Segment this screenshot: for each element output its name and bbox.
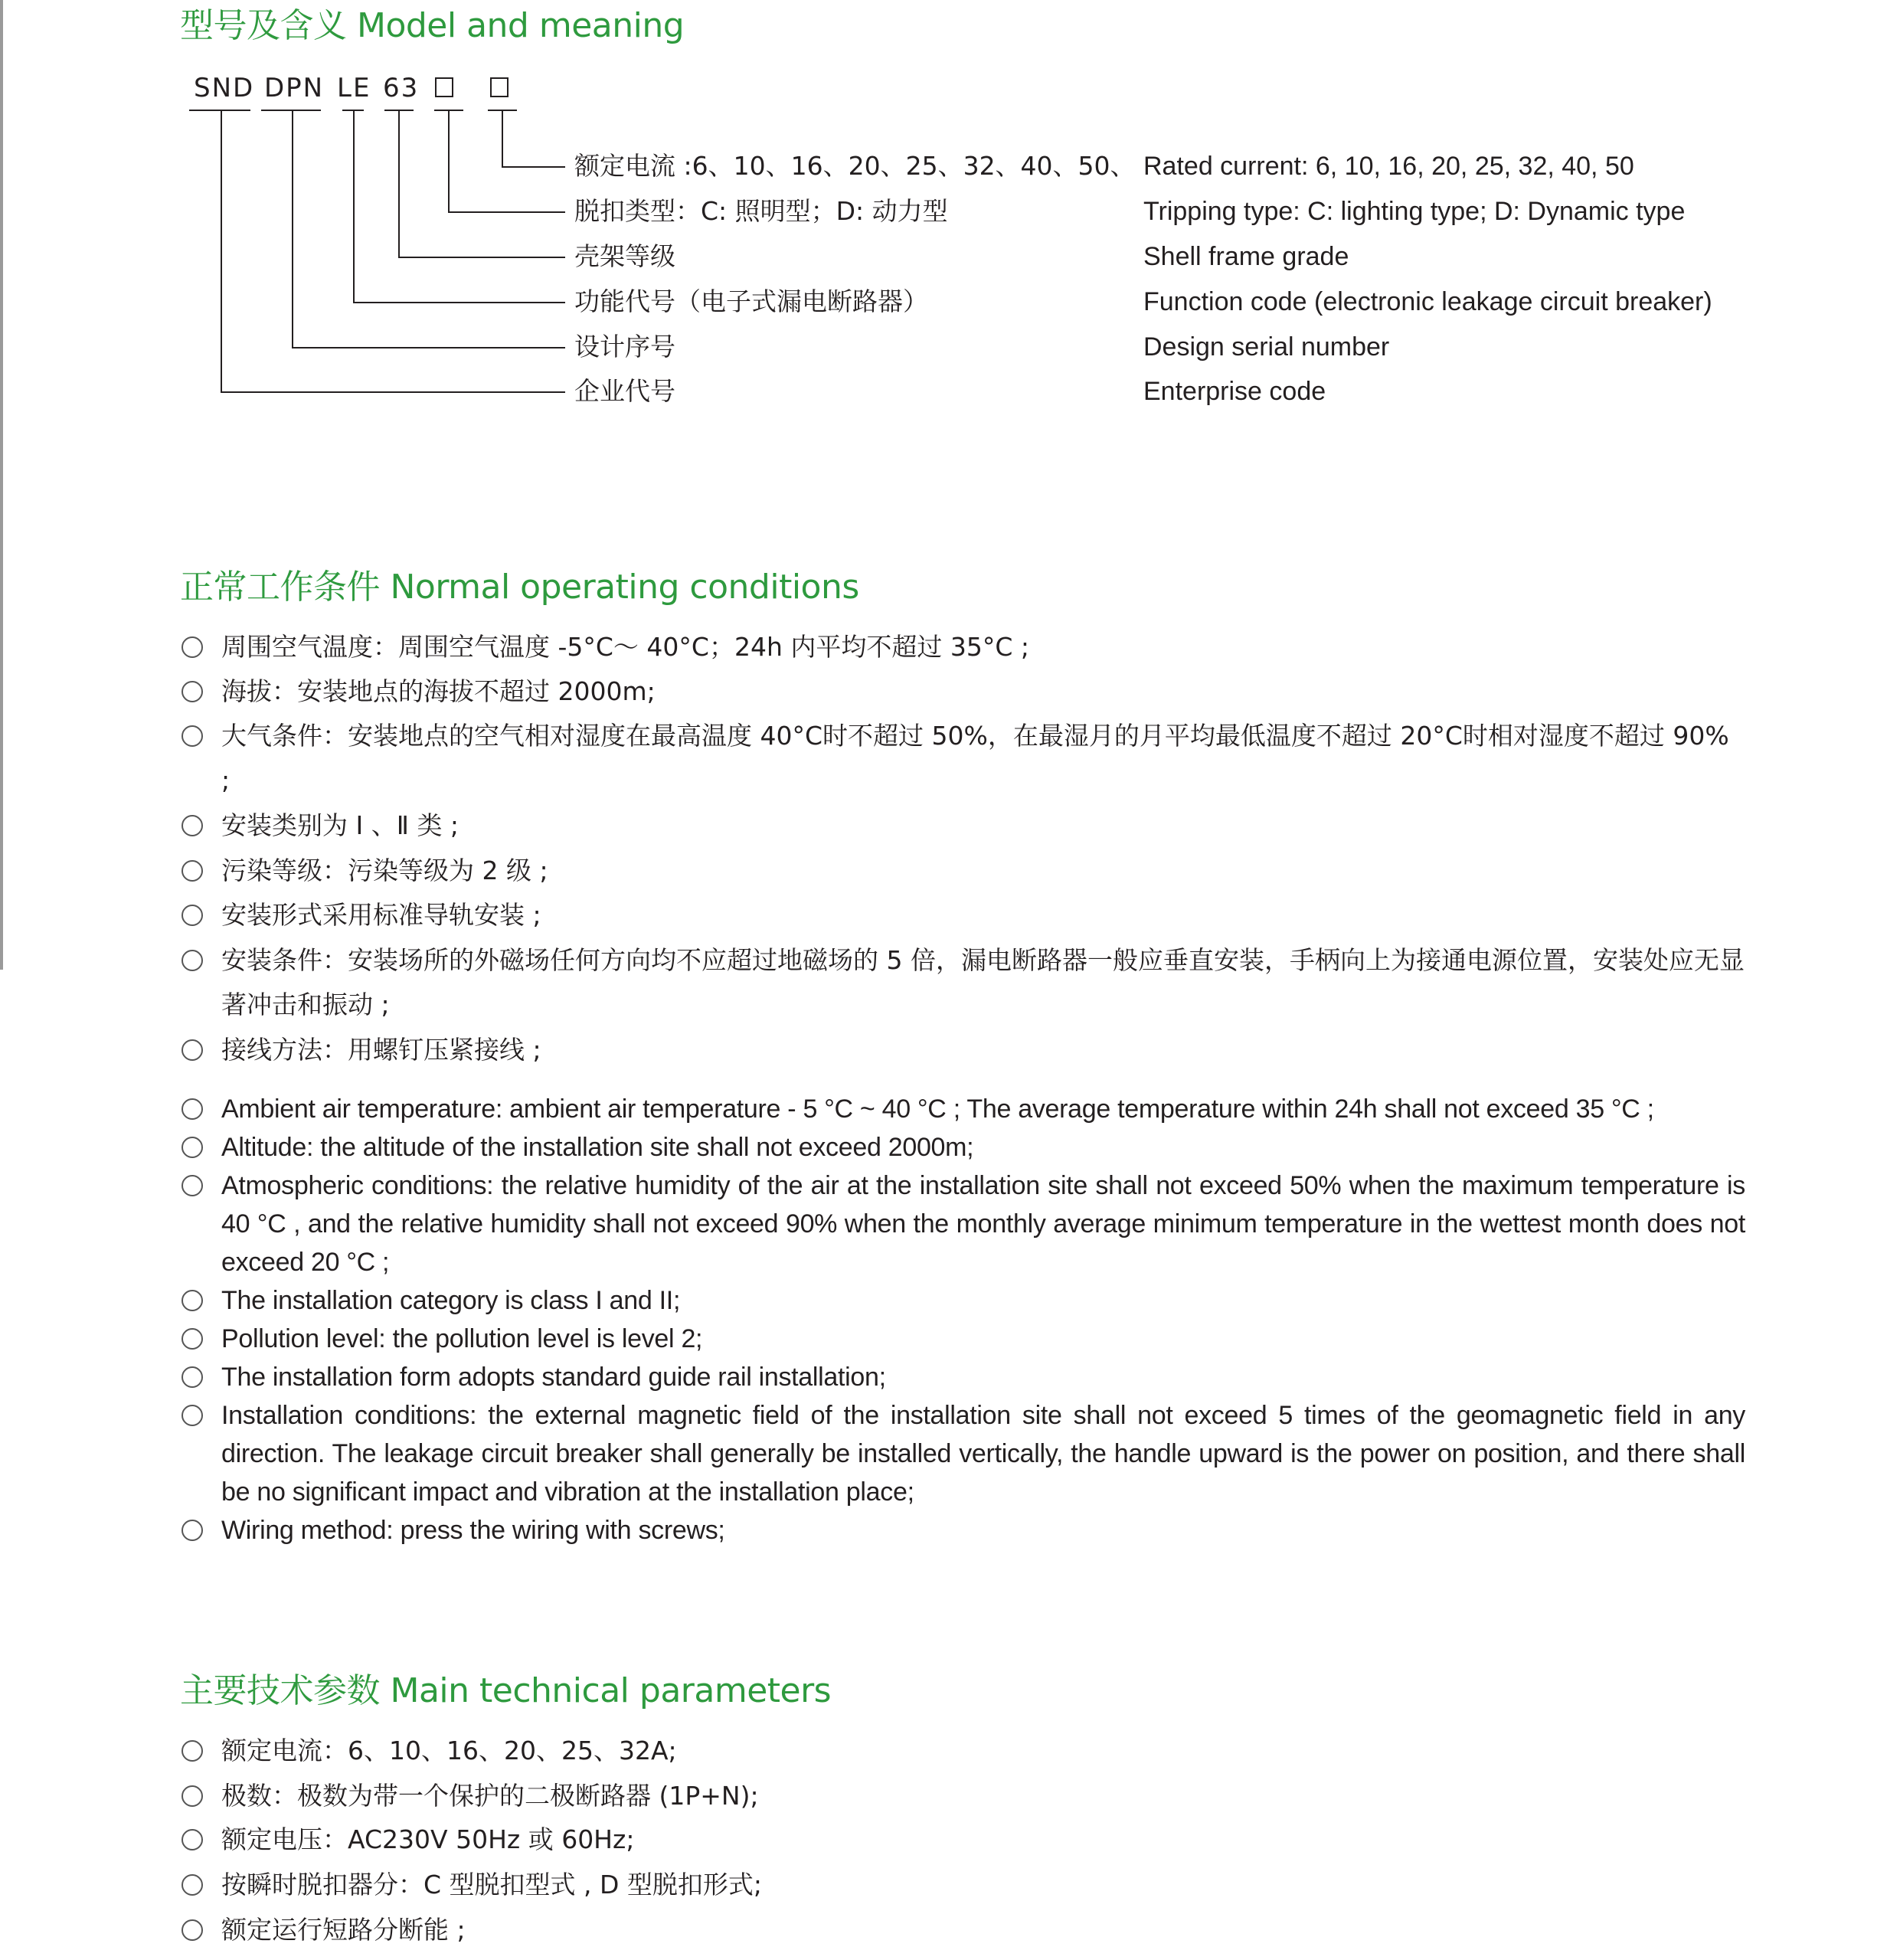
bullet-circle-icon [181, 1098, 203, 1120]
bullet-circle-icon [181, 1829, 203, 1850]
code-part-63: 63 [383, 73, 420, 103]
leader-tripping-v [448, 110, 450, 213]
bullet-circle-icon [181, 1137, 203, 1158]
bullet-circle-icon [181, 950, 203, 971]
bullet-circle-icon [181, 905, 203, 926]
leader-frame-v [398, 110, 400, 258]
list-item-text: 安装形式采用标准导轨安装 ; [221, 900, 541, 930]
leader-function-h [353, 302, 565, 303]
code-placeholder-box-tripping [435, 77, 453, 97]
bullet-circle-icon [181, 1039, 203, 1061]
bullet-circle-icon [181, 681, 203, 702]
leader-enterprise-h [221, 391, 565, 393]
label-en-function-code: Function code (electronic leakage circuit breaker) [1143, 287, 1712, 316]
page-left-edge-bar [0, 0, 3, 970]
leader-enterprise-v [221, 110, 222, 393]
list-item-text: 海拔：安装地点的海拔不超过 2000m; [221, 676, 656, 706]
label-en-design-serial: Design serial number [1143, 332, 1390, 362]
label-en-tripping-type: Tripping type: C: lighting type; D: Dynamic type [1143, 197, 1686, 226]
leader-design-v [292, 110, 293, 348]
list-item-text: 安装条件：安装场所的外磁场任何方向均不应超过地磁场的 5 倍，漏电断路器一般应垂直安装，手柄向上为接通电源位置，安装处应无显著冲击和振动 ; [221, 945, 1745, 1019]
leader-current-v [502, 110, 503, 168]
label-zh-function-code: 功能代号（电子式漏电断路器） [574, 286, 928, 316]
list-item-text: 污染等级：污染等级为 2 级 ; [221, 856, 548, 885]
bullet-circle-icon [181, 636, 203, 658]
bullet-circle-icon [181, 1290, 203, 1311]
list-item-text: The installation form adopts standard guide rail installation; [221, 1363, 886, 1392]
leader-frame-h [398, 257, 565, 258]
list-item-text: 按瞬时脱扣器分：C 型脱扣型式 , D 型脱扣形式; [221, 1870, 763, 1899]
list-item-text: 额定电流：6、10、16、20、25、32A; [221, 1736, 677, 1765]
bullet-circle-icon [181, 1175, 203, 1196]
list-item-text: 周围空气温度：周围空气温度 -5°C～ 40°C；24h 内平均不超过 35°C ; [221, 632, 1029, 662]
underline-snd [189, 110, 250, 111]
label-zh-design-serial: 设计序号 [574, 332, 675, 362]
bullet-circle-icon [181, 1785, 203, 1807]
list-item-text: Installation conditions: the external magnetic field of the installation site shall not exceed 5 times of the geomagnetic field in any direction. The leakage circuit breaker shall generally be installed vertically, the handle upward is the power on position, and there shall be no significant impact and vibration at the installation place; [221, 1401, 1745, 1507]
label-en-frame-grade: Shell frame grade [1143, 242, 1349, 271]
list-item-text: 接线方法：用螺钉压紧接线 ; [221, 1035, 541, 1065]
list-item-text: Pollution level: the pollution level is level 2; [221, 1324, 703, 1353]
bullet-circle-icon [181, 815, 203, 836]
bullet-circle-icon [181, 1366, 203, 1388]
code-placeholder-box-current [490, 77, 509, 97]
leader-tripping-h [448, 211, 565, 213]
list-item-text: 大气条件：安装地点的空气相对湿度在最高温度 40°C时不超过 50%，在最湿月的月平均最低温度不超过 20°C时相对湿度不超过 90% ; [221, 721, 1729, 795]
bullet-circle-icon [181, 1874, 203, 1896]
label-zh-rated-current: 额定电流 :6、10、16、20、25、32、40、50、 [574, 151, 1136, 181]
bullet-circle-icon [181, 860, 203, 882]
code-part-snd: SND [194, 73, 255, 103]
list-item-text: Wiring method: press the wiring with screws; [221, 1516, 725, 1545]
list-item-text: 安装类别为 Ⅰ 、Ⅱ 类 ; [221, 810, 459, 840]
code-part-le: LE [337, 73, 371, 103]
bullet-circle-icon [181, 1328, 203, 1350]
bullet-circle-icon [181, 1919, 203, 1941]
label-zh-frame-grade: 壳架等级 [574, 241, 675, 271]
leader-design-h [292, 347, 565, 348]
code-part-dpn: DPN [264, 73, 325, 103]
list-item-text: Ambient air temperature: ambient air temperature - 5 °C ~ 40 °C ; The average temperature within 24h shall not exceed 35 °C ; [221, 1095, 1654, 1124]
list-item-text: 额定运行短路分断能 ; [221, 1915, 466, 1945]
list-item-text: Atmospheric conditions: the relative humidity of the air at the installation site shall not exceed 50% when the maximum temperature is 40 °C , and the relative humidity shall not exceed 90% when the monthly average minimum temperature in the wettest month does not exceed 20 °C ; [221, 1171, 1745, 1277]
list-item-text: Altitude: the altitude of the installation site shall not exceed 2000m; [221, 1133, 974, 1162]
label-zh-enterprise-code: 企业代号 [574, 376, 675, 406]
list-item-text: 额定电压：AC230V 50Hz 或 60Hz; [221, 1824, 635, 1854]
model-section-title: 型号及含义 Model and meaning [180, 6, 685, 45]
label-zh-tripping-type: 脱扣类型：C: 照明型；D: 动力型 [574, 196, 948, 226]
parameters-section-title: 主要技术参数 Main technical parameters [180, 1671, 832, 1710]
label-en-rated-current: Rated current: 6, 10, 16, 20, 25, 32, 40, 50 [1143, 152, 1634, 181]
leader-current-h [502, 166, 565, 168]
conditions-section-title: 正常工作条件 Normal operating conditions [180, 568, 859, 607]
leader-function-v [353, 110, 355, 303]
bullet-circle-icon [181, 1740, 203, 1762]
underline-dpn [261, 110, 321, 111]
label-en-enterprise-code: Enterprise code [1143, 377, 1326, 406]
bullet-circle-icon [181, 1520, 203, 1541]
list-item-text: The installation category is class I and II; [221, 1286, 681, 1315]
bullet-circle-icon [181, 725, 203, 747]
list-item-text: 极数：极数为带一个保护的二极断路器 (1P+N); [221, 1781, 759, 1811]
bullet-circle-icon [181, 1405, 203, 1426]
